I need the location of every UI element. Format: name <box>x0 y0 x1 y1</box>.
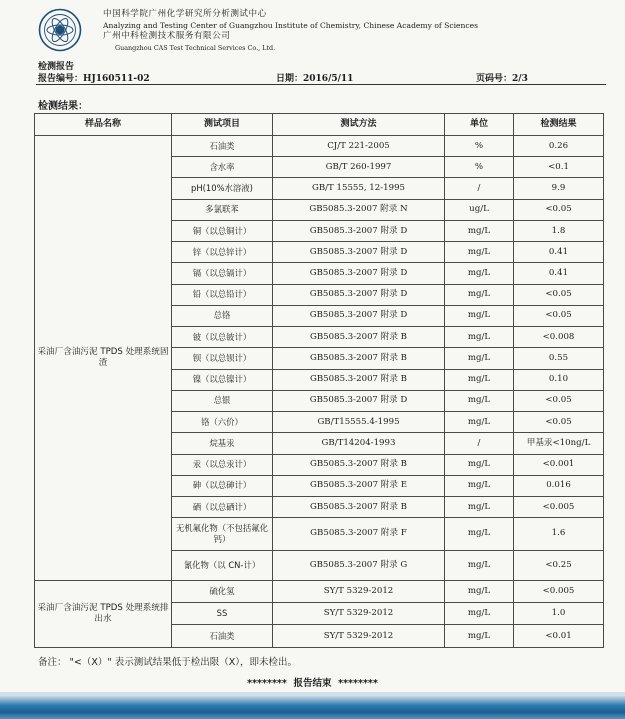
header-divider <box>36 84 606 85</box>
test-method: SY/T 5329-2012 <box>273 603 445 625</box>
remark-note: 备注： "<（X）" 表示测试结果低于检出限（X），即未检出。 <box>38 657 298 668</box>
report-date-label: 日期： <box>276 74 304 84</box>
report-page-label: 页码号： <box>476 74 513 84</box>
result: <0.008 <box>514 327 604 348</box>
unit: / <box>445 178 514 199</box>
result: 1.8 <box>514 220 604 241</box>
report-end <box>0 675 625 689</box>
result: <0.001 <box>514 454 604 475</box>
end-stars-right: ******** <box>338 678 378 689</box>
test-method: GB5085.3-2007 附录 G <box>273 550 445 580</box>
unit: % <box>445 136 514 157</box>
test-method: GB5085.3-2007 附录 N <box>273 199 445 220</box>
test-method: SY/T 5329-2012 <box>273 625 445 648</box>
unit: mg/L <box>445 369 514 390</box>
test-item: 铜（以总铜计） <box>172 220 273 241</box>
test-item: 汞（以总汞计） <box>172 454 273 475</box>
header-test-method: 测试方法 <box>273 114 445 136</box>
test-item: 氰化物（以 CN-计） <box>172 550 273 580</box>
result: 甲基汞<10ng/L <box>514 433 604 454</box>
test-item: 铬（六价） <box>172 412 273 433</box>
unit: mg/L <box>445 454 514 475</box>
table-row <box>35 136 604 157</box>
test-item: 铅（以总铅计） <box>172 284 273 305</box>
unit: mg/L <box>445 305 514 326</box>
test-item: 钡（以总钡计） <box>172 348 273 369</box>
unit: mg/L <box>445 412 514 433</box>
organization-header <box>103 9 478 54</box>
test-method: GB5085.3-2007 附录 D <box>273 242 445 263</box>
cas-logo-icon <box>38 8 82 52</box>
test-item: 烷基汞 <box>172 433 273 454</box>
sample-name-2: 采油厂含油污泥 TPDS 处理系统排出水 <box>35 580 172 647</box>
test-item: 镍（以总镍计） <box>172 369 273 390</box>
footer-band <box>0 696 625 719</box>
test-method: GB/T 15555, 12-1995 <box>273 178 445 199</box>
test-item: 石油类 <box>172 136 273 157</box>
result: <0.1 <box>514 157 604 178</box>
header-test-item: 测试项目 <box>172 114 273 136</box>
test-item: 含水率 <box>172 157 273 178</box>
result: <0.05 <box>514 305 604 326</box>
test-item: 铍（以总铍计） <box>172 327 273 348</box>
test-item: SS <box>172 603 273 625</box>
report-number-label: 报告编号： <box>38 74 84 84</box>
org-name-en-2: Guangzhou CAS Test Technical Services Co., Ltd. <box>115 43 276 52</box>
unit: mg/L <box>445 327 514 348</box>
org-name-en-1: Analyzing and Testing Center of Guangzhou Institute of Chemistry, Chinese Academy of Sciences <box>103 21 479 31</box>
report-number <box>38 71 150 84</box>
test-item: 镉（以总镉计） <box>172 263 273 284</box>
test-method: GB5085.3-2007 附录 B <box>273 369 445 390</box>
report-date <box>276 71 353 84</box>
test-method: GB5085.3-2007 附录 B <box>273 454 445 475</box>
result: <0.05 <box>514 284 604 305</box>
unit: mg/L <box>445 263 514 284</box>
result: <0.05 <box>514 390 604 411</box>
result: 0.41 <box>514 263 604 284</box>
result: <0.01 <box>514 625 604 648</box>
test-item: 石油类 <box>172 625 273 648</box>
results-table <box>34 113 604 648</box>
org-name-cn-2: 广州中科检测技术服务有限公司 <box>103 31 231 42</box>
report-number-value: HJ160511-02 <box>83 74 150 84</box>
header-unit: 单位 <box>445 114 514 136</box>
test-method: GB5085.3-2007 附录 E <box>273 475 445 496</box>
test-item: pH(10%水溶液) <box>172 178 273 199</box>
unit: mg/L <box>445 580 514 602</box>
test-method: CJ/T 221-2005 <box>273 136 445 157</box>
org-name-cn-1: 中国科学院广州化学研究所分析测试中心 <box>103 9 267 19</box>
result: <0.05 <box>514 199 604 220</box>
result: <0.005 <box>514 496 604 517</box>
test-method: GB5085.3-2007 附录 B <box>273 327 445 348</box>
test-method: GB5085.3-2007 附录 F <box>273 518 445 550</box>
result: 0.41 <box>514 242 604 263</box>
result: 0.26 <box>514 136 604 157</box>
test-method: GB5085.3-2007 附录 B <box>273 348 445 369</box>
result: 1.0 <box>514 603 604 625</box>
test-item: 锌（以总锌计） <box>172 242 273 263</box>
test-item: 硒（以总硒计） <box>172 496 273 517</box>
end-stars-left: ******** <box>247 678 287 689</box>
result: 1.6 <box>514 518 604 550</box>
test-method: GB5085.3-2007 附录 B <box>273 496 445 517</box>
unit: mg/L <box>445 348 514 369</box>
result: <0.25 <box>514 550 604 580</box>
test-item: 总铬 <box>172 305 273 326</box>
header-sample-name: 样品名称 <box>35 114 172 136</box>
test-method: SY/T 5329-2012 <box>273 580 445 602</box>
test-method: GB5085.3-2007 附录 D <box>273 220 445 241</box>
report-date-value: 2016/5/11 <box>303 74 354 84</box>
unit: mg/L <box>445 518 514 550</box>
unit: mg/L <box>445 220 514 241</box>
unit: % <box>445 157 514 178</box>
report-page-value: 2/3 <box>512 74 528 84</box>
unit: mg/L <box>445 242 514 263</box>
test-method: GB5085.3-2007 附录 D <box>273 263 445 284</box>
unit: mg/L <box>445 390 514 411</box>
unit: / <box>445 433 514 454</box>
unit: mg/L <box>445 550 514 580</box>
unit: mg/L <box>445 475 514 496</box>
end-text: 报告结束 <box>293 678 332 689</box>
results-heading: 检测结果： <box>38 101 88 112</box>
test-method: GB/T 260-1997 <box>273 157 445 178</box>
test-item: 总银 <box>172 390 273 411</box>
unit: ug/L <box>445 199 514 220</box>
unit: mg/L <box>445 603 514 625</box>
result: <0.05 <box>514 412 604 433</box>
test-method: GB/T14204-1993 <box>273 433 445 454</box>
test-method: GB5085.3-2007 附录 D <box>273 390 445 411</box>
header-result: 检测结果 <box>514 114 604 136</box>
sample-name-1: 采油厂含油污泥 TPDS 处理系统固渣 <box>35 136 172 581</box>
table-row <box>35 580 604 602</box>
table-header-row <box>35 114 604 136</box>
test-item: 多氯联苯 <box>172 199 273 220</box>
result: <0.005 <box>514 580 604 602</box>
test-item: 砷（以总砷计） <box>172 475 273 496</box>
test-item: 无机氟化物（不包括氟化钙） <box>172 518 273 550</box>
result: 0.016 <box>514 475 604 496</box>
result: 9.9 <box>514 178 604 199</box>
unit: mg/L <box>445 284 514 305</box>
unit: mg/L <box>445 496 514 517</box>
result: 0.10 <box>514 369 604 390</box>
result: 0.55 <box>514 348 604 369</box>
test-method: GB5085.3-2007 附录 D <box>273 284 445 305</box>
test-method: GB/T15555.4-1995 <box>273 412 445 433</box>
report-page-number <box>476 71 528 84</box>
test-method: GB5085.3-2007 附录 D <box>273 305 445 326</box>
unit: mg/L <box>445 625 514 648</box>
test-item: 硫化氢 <box>172 580 273 602</box>
report-title: 检测报告 <box>38 62 75 72</box>
